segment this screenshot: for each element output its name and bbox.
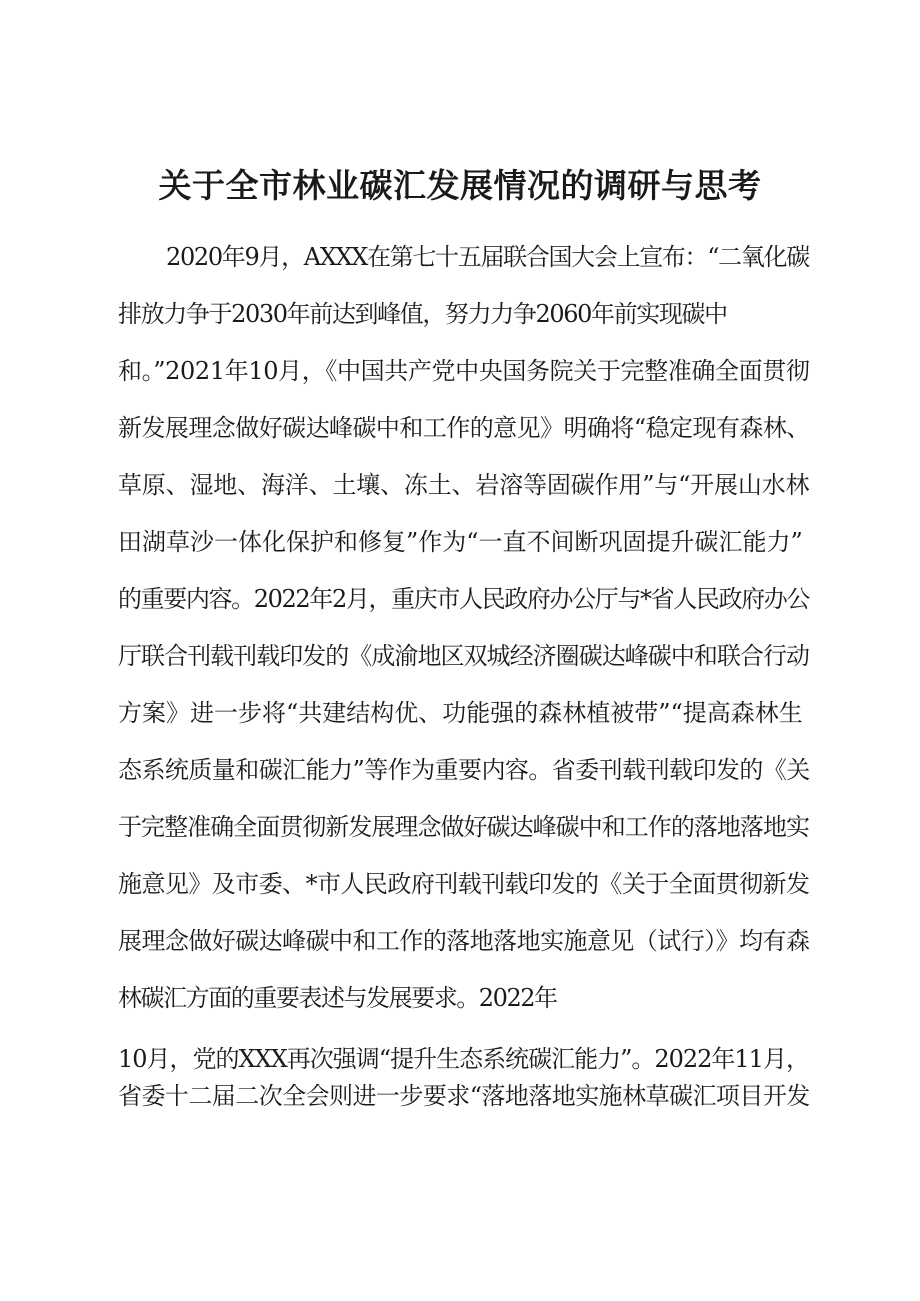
body-line-3: 和。”2021年10月，《中国共产党中央国务院关于完整准确全面贯彻 [118,357,810,385]
body-line-8: 厅联合刊载刊载印发的《成渝地区双城经济圈碳达峰碳中和联合行动 [118,642,810,670]
document-title: 关于全市林业碳汇发展情况的调研与思考 [158,166,762,205]
body-line-5: 草原、湿地、海洋、土壤、冻土、岩溶等固碳作用”与“开展山水林 [118,471,810,499]
body-line-14: 林碳汇方面的重要表述与发展要求。2022年 [118,984,557,1012]
body-line-13: 展理念做好碳达峰碳中和工作的落地落地实施意见（试行）》均有森 [118,927,810,955]
body-line-4: 新发展理念做好碳达峰碳中和工作的意见》明确将“稳定现有森林、 [118,414,810,442]
body-line-7: 的重要内容。2022年2月，重庆市人民政府办公厅与*省人民政府办公 [118,585,809,613]
body-line-10: 态系统质量和碳汇能力”等作为重要内容。省委刊载刊载印发的《关 [118,756,810,784]
body-line-1: 2020年9月，AXXX在第七十五届联合国大会上宣布：“二氧化碳 [166,243,809,271]
body-line-12: 施意见》及市委、*市人民政府刊载刊载印发的《关于全面贯彻新发 [118,870,810,898]
body-line-16: 省委十二届二次全会则进一步要求“落地落地实施林草碳汇项目开发 [118,1082,810,1110]
body-line-11: 于完整准确全面贯彻新发展理念做好碳达峰碳中和工作的落地落地实 [118,813,810,841]
body-line-9: 方案》进一步将“共建结构优、功能强的森林植被带”“提高森林生 [118,699,803,727]
body-line-2: 排放力争于2030年前达到峰值，努力力争2060年前实现碳中 [118,300,727,328]
body-line-15: 10月，党的XXX再次强调“提升生态系统碳汇能力”。2022年11月， [118,1045,809,1073]
body-line-6: 田湖草沙一体化保护和修复”作为“一直不间断巩固提升碳汇能力” [118,528,803,556]
